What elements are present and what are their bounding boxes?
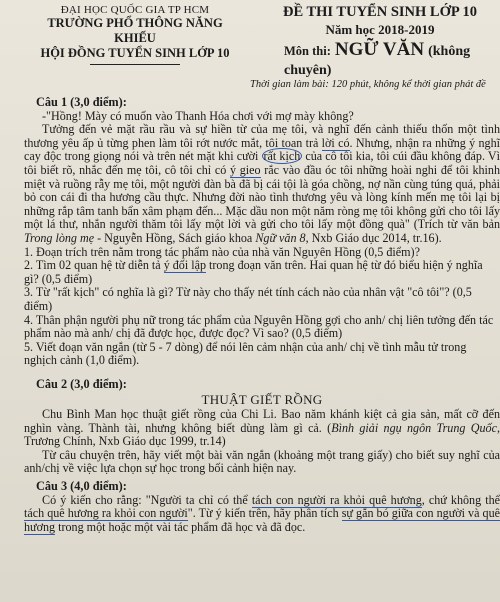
pen-underline: tách con người ra khỏi quê hương bbox=[251, 492, 422, 507]
story-source: Bình giải ngụ ngôn Trung Quốc bbox=[331, 420, 497, 435]
story-title: THUẬT GIẾT RỒNG bbox=[201, 392, 323, 408]
school-year: Năm học 2018-2019 bbox=[325, 22, 435, 37]
exam-body bbox=[24, 96, 500, 534]
pen-mark: ý gieo bbox=[230, 162, 261, 177]
prompt-text: Có ý kiến cho rằng: "Người ta chỉ có thể bbox=[42, 492, 252, 507]
q1-item-2 bbox=[24, 259, 500, 286]
excerpt-text: - Nguyễn Hồng, Sách giáo khoa bbox=[94, 230, 256, 245]
item-text: trong đoạn văn trên. Hai quan hệ từ đó biểu hiện ý nghĩa gì? (0,5 điểm) bbox=[24, 258, 483, 286]
university-name: ĐẠI HỌC QUỐC GIA TP HCM bbox=[60, 4, 210, 16]
subject-kind: (không chuyên) bbox=[284, 44, 471, 78]
story-text: , Trương Chính, Nxb Giáo dục 1999, tr.14) bbox=[24, 420, 500, 449]
pen-circle: rất kịch bbox=[263, 149, 301, 164]
question-3-heading: Câu 3 (4,0 điểm): bbox=[36, 479, 127, 494]
excerpt-text: của cô tôi kia, tôi cúi đầu không đáp. Vì tôi biết rõ, nhắc đến mẹ tôi, cô tôi chỉ có bbox=[24, 149, 500, 177]
source-title: Trong lòng mẹ bbox=[24, 230, 95, 245]
question-2-heading: Câu 2 (3,0 điểm): bbox=[36, 376, 127, 391]
q1-item-4: 4. Thân phận người phụ nữ trong tác phẩm của Nguyên Hồng gợi cho anh/ chị liên tưởng đến tác phẩm nào mà anh/ chị đã được học, được đọc? Vì sao? (0,5 điểm) bbox=[24, 312, 494, 341]
textbook-title: Ngữ văn 8 bbox=[255, 230, 306, 245]
issuer-block bbox=[30, 4, 240, 65]
question-1-heading: Câu 1 (3,0 điểm): bbox=[36, 95, 127, 109]
prompt-text: trong một hoặc một vài tác phẩm đã học và đã đọc. bbox=[55, 519, 306, 534]
item-text: 2. Tìm 02 quan hệ từ diễn tả bbox=[24, 258, 164, 273]
subject-line bbox=[250, 39, 500, 79]
pen-underline: ý đối lập bbox=[163, 258, 207, 273]
quote-opening: -"Hồng! Mày có muốn vào Thanh Hóa chơi với mợ mày không? bbox=[42, 108, 354, 123]
school-name: TRƯỜNG PHỔ THÔNG NĂNG KHIẾU bbox=[47, 16, 223, 45]
story-text: Chu Bình Man học thuật giết rồng của Chi Li. Bao năm khánh kiệt cả gia sản, mất cỡ đến nghìn vàng. Thành tài, nhưng không biết dùng làm gì cả. ( bbox=[24, 407, 500, 435]
question-3-prompt bbox=[24, 494, 500, 535]
q1-item-3: 3. Từ "rất kịch" có nghĩa là gì? Từ này cho thấy nét tính cách nào của nhân vật "cô tôi"? (0,5 điểm) bbox=[24, 285, 472, 313]
pen-underline: tách quê hương ra khỏi con người bbox=[24, 506, 188, 521]
excerpt-text: . Nhưng, nhận ra những ý nghĩ cay độc trong giọng nói và trên nét mặt khi cười bbox=[24, 135, 500, 164]
excerpt-text: Tưởng đến vẻ mặt rầu rầu và sự hiền từ của mẹ tôi, và nghĩ đến cảnh thiếu thốn một tình thương yêu ấp ủ từng phen làm tôi rớt nước mắt, tôi toan trả bbox=[24, 122, 500, 150]
pen-underline: sự gắn bó giữa con người và quê hương bbox=[24, 506, 500, 534]
time-note: Thời gian làm bài: 120 phút, không kể thời gian phát đề bbox=[250, 79, 486, 90]
council-name: HỘI ĐỒNG TUYỂN SINH LỚP 10 bbox=[40, 46, 230, 60]
exam-info-block bbox=[250, 4, 500, 90]
story-paragraph bbox=[24, 408, 500, 449]
excerpt-text: , Nxb Giáo dục 2014, tr.16). bbox=[305, 230, 442, 245]
subject-name: NGỮ VĂN bbox=[334, 39, 425, 60]
excerpt-text: rắc vào đầu óc tôi những hoài nghi để tôi khinh miệt và ruồng rẫy mẹ tôi, một người đàn bà đã bị cái tội là góa chồng, nợ nần cùng túng quá, phải bỏ con cái đi tha hương cầu thực. Nhưng đời nào tình thương yêu và lòng kính mến mẹ tôi lại bị những rắp tâm tanh bẩn xâm phạm đến... Mặc dầu non một năm ròng mẹ tôi không gửi cho tôi lấy một lá thư, nhắn người thăm tôi lấy một lời và gửi cho tôi lấy một đồng quà" (Trích từ văn bản bbox=[24, 162, 500, 232]
excerpt-paragraph bbox=[24, 123, 500, 245]
prompt-text: ". Từ ý kiến trên, hãy phân tích bbox=[187, 506, 342, 521]
pen-mark: lời có bbox=[321, 135, 350, 150]
question-2-task: Từ câu chuyện trên, hãy viết một bài văn ngắn (khoảng một trang giấy) cho biết suy nghĩ của anh/chị về việc lựa chọn sự học trong bối cảnh hiện nay. bbox=[24, 447, 500, 476]
q1-item-5: 5. Viết đoạn văn ngắn (từ 5 - 7 dòng) để nói lên cảm nhận của anh/ chị về tình mẫu tử trong nghịch cảnh (1,0 điểm). bbox=[24, 339, 467, 368]
prompt-text: , chứ không thể bbox=[421, 492, 500, 507]
q1-item-1: 1. Đoạn trích trên nằm trong tác phẩm nào của nhà văn Nguyên Hồng (0,5 điểm)? bbox=[24, 244, 420, 259]
subject-label: Môn thi: bbox=[284, 44, 331, 58]
exam-title: ĐỀ THI TUYỂN SINH LỚP 10 bbox=[282, 4, 478, 20]
header-rule bbox=[90, 64, 180, 65]
